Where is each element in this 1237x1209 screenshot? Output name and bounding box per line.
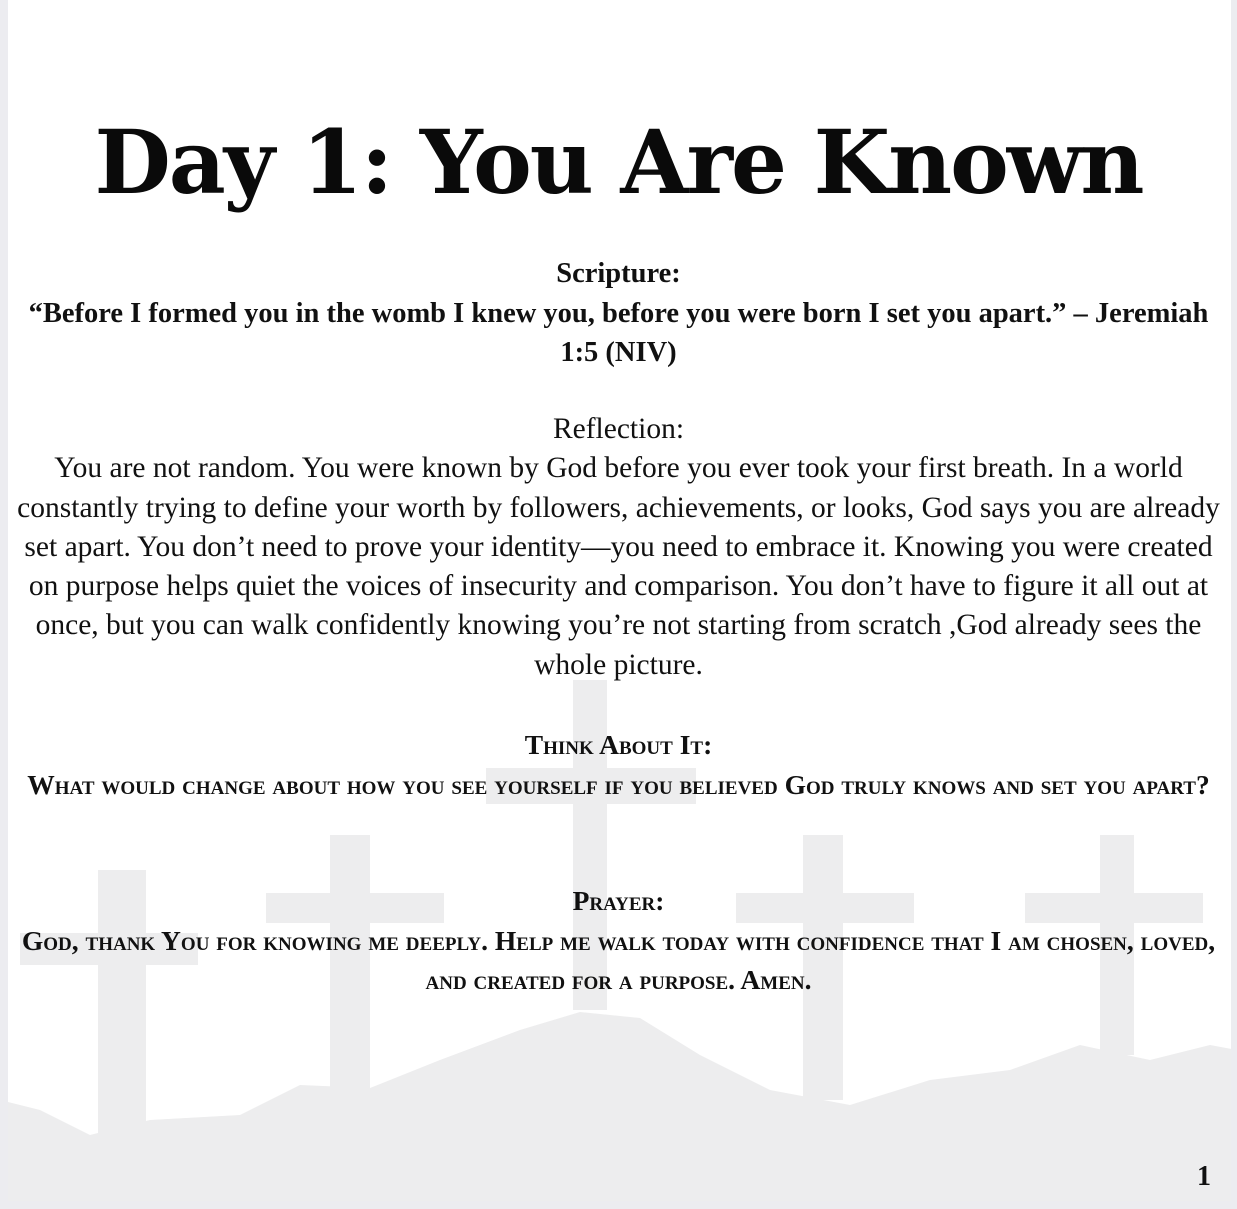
prayer-section (10, 881, 1227, 1000)
reflection-section (14, 410, 1223, 685)
page-title: Day 1: You Are Known (94, 110, 1143, 214)
page-number: 1 (1197, 1161, 1211, 1192)
think-about-it-section (10, 725, 1227, 804)
bottom-edge-strip (0, 1201, 1237, 1209)
hill-shape (0, 1012, 1237, 1209)
scripture-section (20, 254, 1217, 373)
prayer-text: God, thank You for knowing me deeply. Help me walk today with confidence that I am chosen, loved, and created for a purpose. Amen. (21, 924, 1216, 995)
scripture-verse: “Before I formed you in the womb I knew you, before you were born I set you apart.” – Jeremiah 1:5 (NIV) (28, 297, 1209, 368)
reflection-body: You are not random. You were known by God before you ever took your first breath. In a world constantly trying to define your worth by followers, achievements, or looks, God says you are already set apart. You don’t need to prove your identity—you need to embrace it. Knowing you were created on purpose helps quiet the voices of insecurity and comparison. You don’t have to figure it all out at once, but you can walk confidently knowing you’re not starting from scratch ,God already sees the whole picture. (17, 452, 1220, 681)
reflection-heading: Reflection: (552, 413, 685, 445)
think-about-it-question: What would change about how you see yourself if you believed God truly knows and set you apart? (27, 768, 1210, 800)
think-about-it-heading: Think About It: (524, 729, 713, 760)
scripture-heading: Scripture: (556, 258, 681, 289)
prayer-heading: Prayer: (572, 885, 665, 916)
